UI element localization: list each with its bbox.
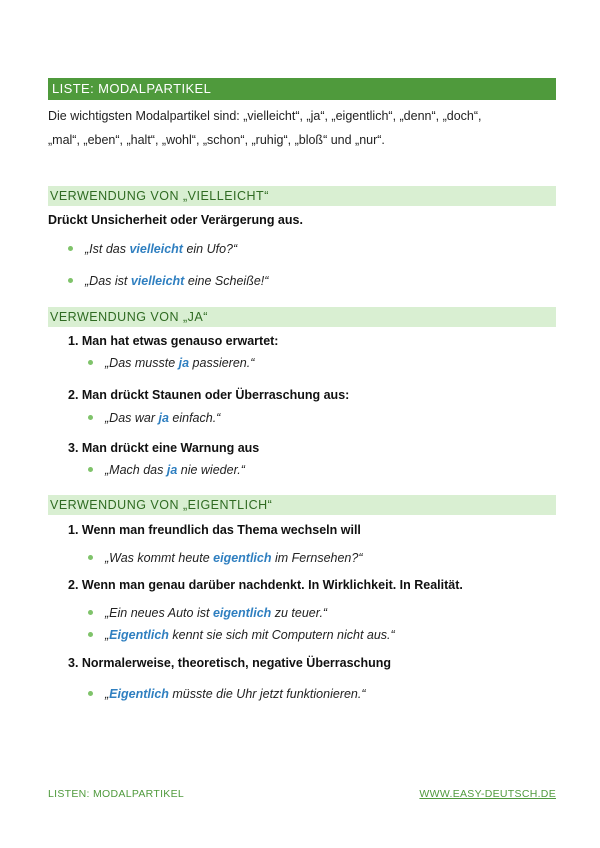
eigentlich-item-label: 2. Wenn man genau darüber nachdenkt. In Wirklichkeit. In Realität. (68, 578, 463, 592)
footer-website-link[interactable]: WWW.EASY-DEUTSCH.DE (419, 788, 556, 800)
example-item: „Das war ja einfach.“ (88, 411, 220, 425)
intro-line-1: Die wichtigsten Modalpartikel sind: „vielleicht“, „ja“, „eigentlich“, „denn“, „doch“, (48, 109, 482, 123)
eigentlich-item-label: 1. Wenn man freundlich das Thema wechseln will (68, 523, 361, 537)
bullet-icon (88, 632, 93, 637)
section-heading-ja: VERWENDUNG VON „JA“ (48, 307, 556, 327)
highlighted-particle: eigentlich (212, 606, 272, 620)
bullet-icon (88, 415, 93, 420)
vielleicht-description: Drückt Unsicherheit oder Verärgerung aus. (48, 213, 303, 227)
bullet-icon (68, 278, 73, 283)
section-heading-vielleicht: VERWENDUNG VON „VIELLEICHT“ (48, 186, 556, 206)
intro-paragraph (48, 104, 556, 152)
ja-item-label: 3. Man drückt eine Warnung aus (68, 441, 260, 455)
highlighted-particle: vielleicht (130, 274, 185, 288)
intro-line-2: „mal“, „eben“, „halt“, „wohl“, „schon“, „ruhig“, „bloß“ und „nur“. (48, 133, 385, 147)
example-item: „Mach das ja nie wieder.“ (88, 463, 245, 477)
example-item: „Das ist vielleicht eine Scheiße!“ (68, 274, 268, 288)
example-item: „Eigentlich kennt sie sich mit Computern nicht aus.“ (88, 628, 395, 642)
page-title: LISTE: MODALPARTIKEL (48, 78, 556, 100)
highlighted-particle: ja (178, 356, 190, 370)
example-item: „Eigentlich müsste die Uhr jetzt funktionieren.“ (88, 687, 366, 701)
example-item: „Ist das vielleicht ein Ufo?“ (68, 242, 237, 256)
example-item: „Was kommt heute eigentlich im Fernsehen?“ (88, 551, 363, 565)
highlighted-particle: ja (166, 463, 178, 477)
highlighted-particle: eigentlich (213, 551, 272, 565)
ja-item-label: 2. Man drückt Staunen oder Überraschung aus: (68, 388, 350, 402)
section-heading-eigentlich: VERWENDUNG VON „EIGENTLICH“ (48, 495, 556, 515)
bullet-icon (88, 610, 93, 615)
bullet-icon (88, 555, 93, 560)
highlighted-particle: Eigentlich (109, 687, 169, 701)
footer-title: LISTEN: MODALPARTIKEL (48, 788, 185, 800)
highlighted-particle: Eigentlich (109, 628, 169, 642)
bullet-icon (88, 691, 93, 696)
example-item: „Das musste ja passieren.“ (88, 356, 254, 370)
highlighted-particle: vielleicht (129, 242, 183, 256)
example-item: „Ein neues Auto ist eigentlich zu teuer.“ (88, 606, 327, 620)
eigentlich-item-label: 3. Normalerweise, theoretisch, negative Überraschung (68, 656, 392, 670)
highlighted-particle: ja (158, 411, 169, 425)
bullet-icon (88, 467, 93, 472)
bullet-icon (88, 360, 93, 365)
ja-item-label: 1. Man hat etwas genauso erwartet: (68, 334, 279, 348)
bullet-icon (68, 246, 73, 251)
